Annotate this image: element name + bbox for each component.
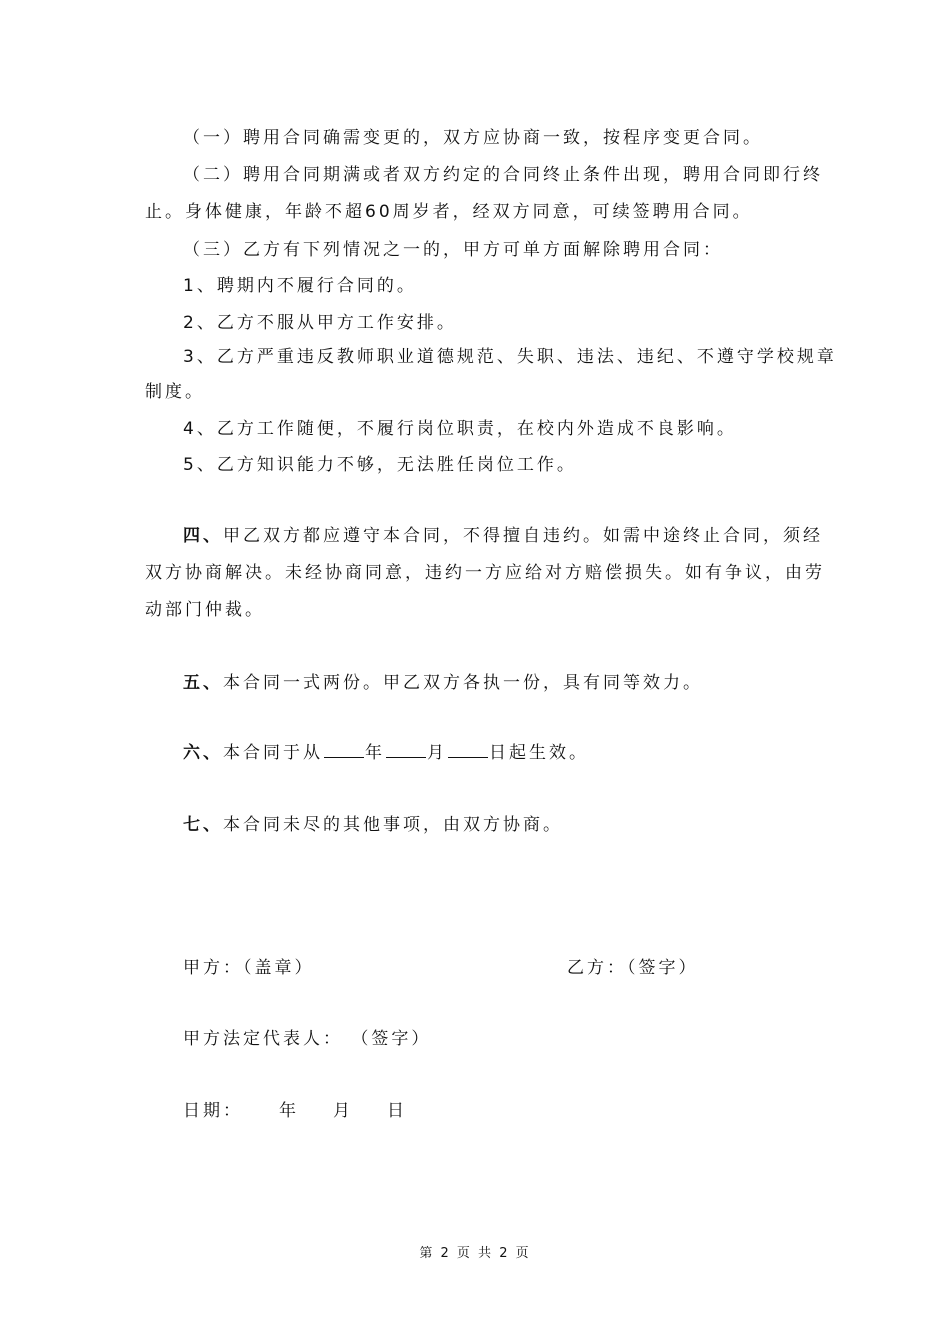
section-text: 本合同未尽的其他事项，由双方协商。 (223, 815, 563, 835)
section-number: 六、 (183, 743, 223, 763)
page-footer: 第 2 页 共 2 页 (419, 1246, 531, 1261)
clause-2-line1: （二）聘用合同期满或者双方约定的合同终止条件出现，聘用合同即行终 (183, 165, 823, 185)
legal-representative-signature: 甲方法定代表人： （签字） (183, 1029, 432, 1049)
section-6 (183, 741, 589, 765)
date-month: 月 (333, 1101, 353, 1121)
section-4-line2: 双方协商解决。未经协商同意，违约一方应给对方赔偿损失。如有争议，由劳 (145, 563, 825, 583)
section-text: 本合同于从 (223, 743, 323, 763)
date-label: 日期： (183, 1101, 243, 1121)
list-item: 2、乙方不服从甲方工作安排。 (183, 313, 457, 333)
section-text: 本合同一式两份。甲乙双方各执一份，具有同等效力。 (223, 673, 703, 693)
party-b-signature: 乙方：（签字） (567, 958, 699, 978)
year-blank (324, 741, 364, 758)
clause-1: （一）聘用合同确需变更的，双方应协商一致，按程序变更合同。 (183, 128, 763, 148)
day-blank (448, 741, 488, 758)
section-4-line1 (183, 524, 823, 548)
section-number: 四、 (183, 526, 223, 546)
section-4-line3: 动部门仲裁。 (145, 600, 265, 620)
list-item: 1、聘期内不履行合同的。 (183, 276, 417, 296)
date-year: 年 (279, 1101, 299, 1121)
effective-suffix: 日起生效。 (489, 743, 589, 763)
list-item: 制度。 (145, 382, 205, 402)
list-item: 4、乙方工作随便，不履行岗位职责，在校内外造成不良影响。 (183, 419, 737, 439)
list-item: 3、乙方严重违反教师职业道德规范、失职、违法、违纪、不遵守学校规章 (183, 347, 837, 367)
section-number: 七、 (183, 815, 223, 835)
section-7 (183, 813, 563, 837)
clause-2-line2: 止。身体健康，年龄不超60周岁者，经双方同意，可续签聘用合同。 (145, 202, 753, 222)
section-number: 五、 (183, 673, 223, 693)
signature-date (183, 1099, 441, 1123)
section-text: 甲乙双方都应遵守本合同，不得擅自违约。如需中途终止合同，须经 (223, 526, 823, 546)
month-blank (386, 741, 426, 758)
party-a-signature: 甲方：（盖章） (183, 958, 315, 978)
year-label: 年 (365, 743, 385, 763)
date-day: 日 (387, 1101, 407, 1121)
section-5 (183, 671, 703, 695)
list-item: 5、乙方知识能力不够，无法胜任岗位工作。 (183, 455, 577, 475)
clause-3: （三）乙方有下列情况之一的，甲方可单方面解除聘用合同： (183, 240, 723, 260)
month-label: 月 (427, 743, 447, 763)
